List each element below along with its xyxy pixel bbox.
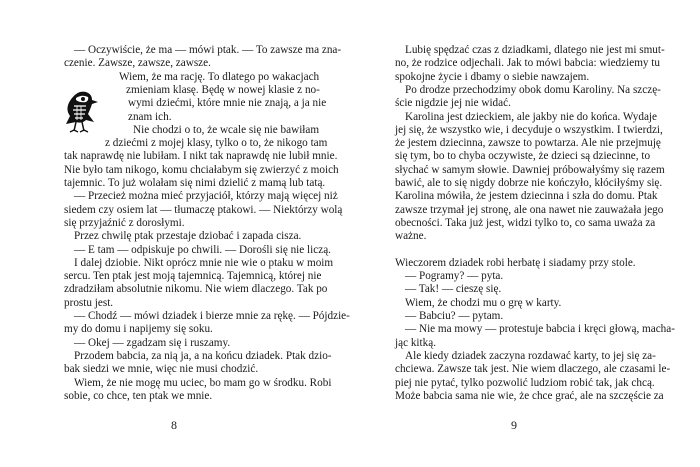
right-page-text-line: Ale kiedy dziadek zaczyna rozdawać karty, to jej się za- bbox=[405, 349, 656, 362]
left-page-text-line: Nie było tam nikogo, komu chciałabym się zwierzyć z moich bbox=[64, 163, 339, 176]
left-page-text-line: zmieniam klasę. Będę w nowej klasie z no- bbox=[126, 83, 320, 96]
right-page-text-line: Lubię spędzać czas z dziadkami, dlatego nie jest mi smut- bbox=[405, 44, 665, 56]
left-page-text-line: Przodem babcia, za nią ja, a na końcu dziadek. Ptak dzio- bbox=[74, 349, 332, 362]
right-page-text-line: ście nigdzie jej nie widać. bbox=[395, 97, 511, 110]
left-page-text-line: — Okej — zgadzam się i ruszamy. bbox=[74, 336, 231, 349]
left-page-text-line: — Chodź — mówi dziadek i bierze mnie za rękę. — Pójdzie- bbox=[74, 310, 350, 322]
left-page-text-line: bak siedzi we mnie, więc nie musi chodzić. bbox=[64, 363, 259, 376]
left-page-text-line: sobie, co chce, ten ptak we mnie. bbox=[64, 389, 213, 402]
right-page-text-line: jej się, że wszystko wie, i decyduje o wszystkim. I twierdzi, bbox=[395, 123, 663, 136]
left-page-text-line: czenie. Zawsze, zawsze, zawsze. bbox=[64, 57, 211, 70]
left-page-text-line: tajemnic. To już wolałam się nimi dzielić z mamą lub tatą. bbox=[64, 177, 326, 189]
right-page-text-line: że jestem dziecinna, zawsze to powtarza. Ale nie przejmuję bbox=[395, 137, 661, 150]
right-page-text-line: słychać w samym słowie. Dawniej próbowałyśmy się razem bbox=[395, 163, 665, 176]
left-page-text-line: Wiem, że ma rację. To dlatego po wakacjach bbox=[119, 70, 320, 83]
left-page-text-line: Wiem, że nie mogę mu uciec, bo mam go w środku. Robi bbox=[74, 376, 332, 389]
left-page-text-line: znam ich. bbox=[128, 110, 172, 123]
right-page-text-line: — Nie ma mowy — protestuje babcia i kręci głową, macha- bbox=[405, 323, 675, 336]
right-page-text-line: Karolina mówiła, że jestem dziecinna i szła do domu. Ptak bbox=[395, 190, 658, 203]
right-page-text-line: — Pogramy? — pyta. bbox=[405, 270, 504, 283]
right-page-text-line: bawić, ale to się nigdy dobrze nie kończyło, kłóciłyśmy się. bbox=[395, 177, 663, 189]
right-page-text-line: obecności. Taka już jest, widzi tylko to, co sama uważa za bbox=[395, 216, 656, 229]
left-page-text-line: I dalej dziobie. Nikt oprócz mnie nie wie o ptaku w moim bbox=[74, 256, 334, 269]
right-page-text-line: Wieczorem dziadek robi herbatę i siadamy przy stole. bbox=[395, 256, 636, 269]
right-page-text-line: się tym, bo to chyba oczywiste, że dzieci są dziecinne, to bbox=[395, 150, 651, 163]
left-page-text-line: Przez chwilę ptak przestaje dziobać i zapada cisza. bbox=[74, 230, 302, 243]
left-page-text-line: się przyjaźnić z dorosłymi. bbox=[64, 216, 185, 229]
right-page-text-line: Po drodze przechodzimy obok domu Karoliny. Na szczę- bbox=[405, 83, 661, 96]
left-page-text-line: zdradziłam absolutnie nikomu. Nie wiem dlaczego. Tak po bbox=[64, 283, 328, 296]
right-page-text-line: zawsze trzymał jej stronę, ale ona nawet nie zauważała jego bbox=[395, 203, 664, 216]
left-page-text-line: z dziećmi z mojej klasy, tylko o to, że nikogo tam bbox=[105, 137, 328, 150]
left-page-text-line: — E tam — odpiskuje po chwili. — Dorośli się nie liczą. bbox=[74, 243, 331, 256]
right-page-text-line: Może babcia sama nie wie, że chce grać, ale na szczęście za bbox=[395, 389, 664, 402]
right-page-text-line: Karolina jest dzieckiem, ale jakby nie do końca. Wydaje bbox=[405, 110, 657, 123]
right-page-text-line: jąc kitką. bbox=[395, 336, 437, 349]
right-page-text-line: ważne. bbox=[395, 230, 427, 243]
right-page-text-line bbox=[395, 244, 645, 257]
bird-illustration-icon bbox=[58, 88, 102, 136]
left-page-text-line: wymi dziećmi, które mnie nie znają, a ja nie bbox=[128, 97, 327, 110]
right-page-text-line: spokojne życie i dbamy o siebie nawzajem. bbox=[395, 70, 590, 83]
left-page-text-line: — Oczywiście, że ma — mówi ptak. — To zawsze ma zna- bbox=[74, 44, 342, 56]
left-page-text-line: Nie chodzi o to, że wcale się nie bawiłam bbox=[133, 123, 320, 136]
left-page-text-line: — Przecież można mieć przyjaciół, którzy mają więcej niż bbox=[74, 190, 338, 203]
right-page bbox=[350, 0, 700, 467]
page-number-right: 9 bbox=[511, 418, 517, 432]
left-page-text-line: sercu. Ten ptak jest moją tajemnicą. Tajemnicą, której nie bbox=[64, 270, 322, 283]
left-page-text-line: my do domu i napijemy się soku. bbox=[64, 323, 213, 336]
right-page-text-line: piej nie pytać, tylko pozwolić ludziom robić tak, jak chcą. bbox=[395, 376, 655, 389]
right-page-text-line: no, że rodzice odjechali. Jak to mówi babcia: wiedziemy tu bbox=[395, 57, 660, 70]
left-page-text-line: prostu jest. bbox=[64, 296, 114, 309]
right-page-text-line: — Tak! — cieszę się. bbox=[405, 283, 502, 296]
right-page-text-line: Wiem, że chodzi mu o grę w karty. bbox=[405, 296, 562, 309]
page-number-left: 8 bbox=[171, 418, 177, 432]
left-page-text-line: tak naprawdę nie lubiłam. I nikt tak naprawdę nie lubił mnie. bbox=[64, 150, 338, 163]
right-page-text-line: — Babciu? — pytam. bbox=[405, 310, 504, 322]
left-page-text-line: siedem czy osiem lat — tłumaczę ptakowi. — Niektórzy wolą bbox=[64, 203, 343, 216]
right-page-text-line: chciewa. Zawsze tak jest. Nie wiem dlaczego, ale czasami le- bbox=[395, 363, 671, 376]
